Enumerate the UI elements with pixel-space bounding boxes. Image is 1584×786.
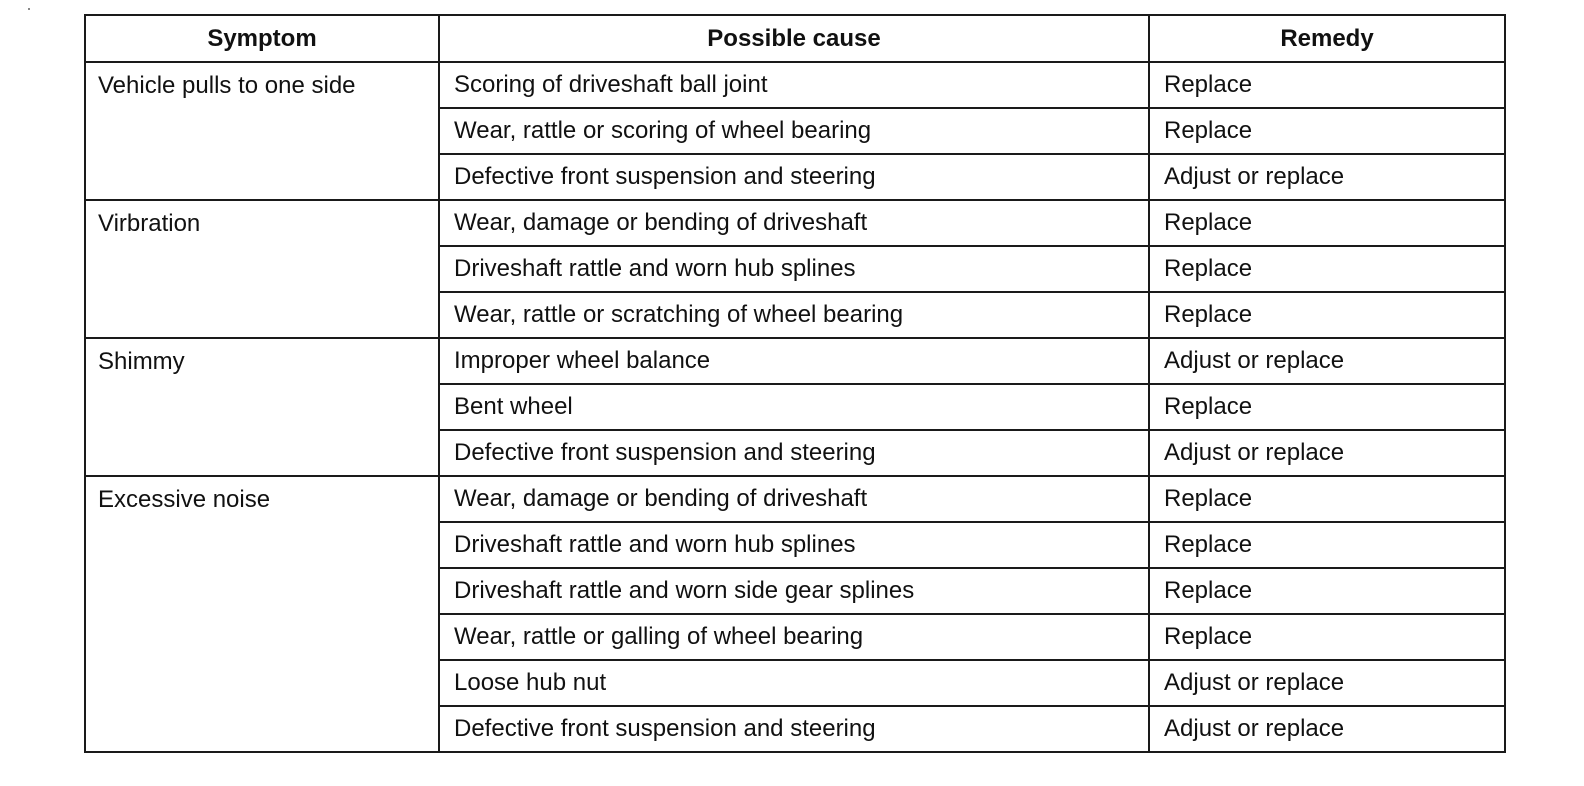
symptom-cell: Vehicle pulls to one side <box>85 62 439 200</box>
table-row <box>85 200 1505 246</box>
header-symptom: Symptom <box>85 15 439 62</box>
remedy-cell: Replace <box>1149 614 1505 660</box>
possible-cause-cell: Driveshaft rattle and worn hub splines <box>439 246 1149 292</box>
remedy-cell: Replace <box>1149 108 1505 154</box>
possible-cause-cell: Defective front suspension and steering <box>439 706 1149 752</box>
possible-cause-cell: Wear, rattle or scoring of wheel bearing <box>439 108 1149 154</box>
troubleshooting-table <box>84 14 1506 753</box>
remedy-cell: Adjust or replace <box>1149 660 1505 706</box>
header-row <box>85 15 1505 62</box>
possible-cause-cell: Bent wheel <box>439 384 1149 430</box>
remedy-cell: Replace <box>1149 568 1505 614</box>
remedy-cell: Adjust or replace <box>1149 706 1505 752</box>
remedy-cell: Adjust or replace <box>1149 430 1505 476</box>
possible-cause-cell: Loose hub nut <box>439 660 1149 706</box>
possible-cause-cell: Scoring of driveshaft ball joint <box>439 62 1149 108</box>
possible-cause-cell: Wear, damage or bending of driveshaft <box>439 200 1149 246</box>
remedy-cell: Replace <box>1149 246 1505 292</box>
remedy-cell: Replace <box>1149 200 1505 246</box>
remedy-cell: Replace <box>1149 292 1505 338</box>
remedy-cell: Adjust or replace <box>1149 338 1505 384</box>
table-body <box>85 62 1505 752</box>
remedy-cell: Adjust or replace <box>1149 154 1505 200</box>
remedy-cell: Replace <box>1149 476 1505 522</box>
possible-cause-cell: Improper wheel balance <box>439 338 1149 384</box>
table-header <box>85 15 1505 62</box>
symptom-cell: Virbration <box>85 200 439 338</box>
possible-cause-cell: Wear, damage or bending of driveshaft <box>439 476 1149 522</box>
table-row <box>85 62 1505 108</box>
possible-cause-cell: Defective front suspension and steering <box>439 154 1149 200</box>
symptom-cell: Shimmy <box>85 338 439 476</box>
table-row <box>85 476 1505 522</box>
remedy-cell: Replace <box>1149 522 1505 568</box>
table-row <box>85 338 1505 384</box>
header-remedy: Remedy <box>1149 15 1505 62</box>
possible-cause-cell: Wear, rattle or galling of wheel bearing <box>439 614 1149 660</box>
possible-cause-cell: Driveshaft rattle and worn side gear splines <box>439 568 1149 614</box>
header-possible-cause: Possible cause <box>439 15 1149 62</box>
symptom-cell: Excessive noise <box>85 476 439 752</box>
troubleshooting-table-container <box>84 14 1504 753</box>
scan-speck <box>28 8 30 10</box>
remedy-cell: Replace <box>1149 62 1505 108</box>
possible-cause-cell: Defective front suspension and steering <box>439 430 1149 476</box>
possible-cause-cell: Wear, rattle or scratching of wheel bearing <box>439 292 1149 338</box>
possible-cause-cell: Driveshaft rattle and worn hub splines <box>439 522 1149 568</box>
remedy-cell: Replace <box>1149 384 1505 430</box>
